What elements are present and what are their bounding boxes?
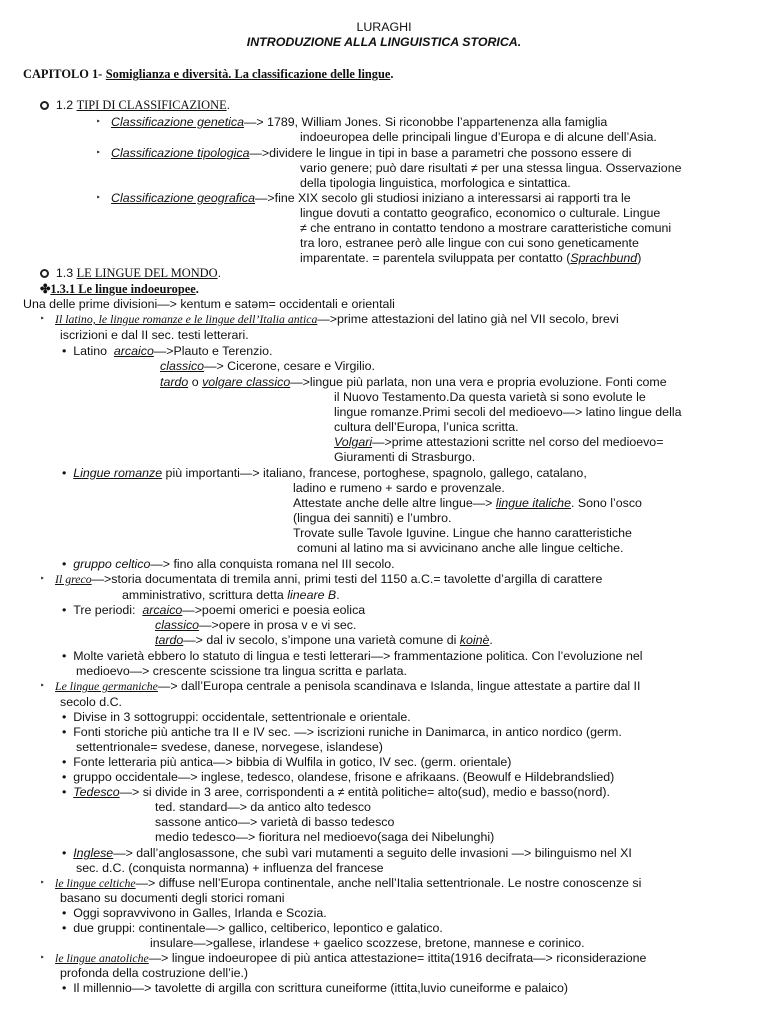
latino-entry (40, 312, 619, 328)
dot-bullet-icon: • (62, 785, 67, 799)
tipologica-term: Classificazione tipologica (111, 146, 250, 160)
italiche-term: lingue italiche (495, 496, 571, 510)
dot-bullet-icon: • (62, 725, 67, 739)
germaniche-line: settentrionale= svedese, danese, norvegese, islandese) (76, 740, 383, 754)
genetica-entry (96, 115, 607, 131)
romanze-line: (lingua dei sanniti) e l’umbro. (293, 511, 452, 525)
celtiche-bullet (62, 906, 327, 921)
header-author: LURAGHI (356, 20, 412, 34)
latino-text: —>Plauto e Terenzio. (153, 344, 273, 358)
chapter-heading (23, 67, 393, 82)
germaniche-bullet (62, 725, 622, 740)
arrowhead-bullet-icon: ‣ (96, 148, 101, 157)
dot-bullet-icon: • (62, 770, 67, 784)
germaniche-text: Divise in 3 sottogruppi: occidentale, settentrionale e orientale. (73, 710, 411, 724)
volgare-term: volgare classico (202, 375, 291, 389)
greco-varieta-bullet (62, 649, 642, 664)
tardo-text: —> dal iv secolo, s’impone una varietà comune di (183, 633, 457, 647)
germaniche-line: —> dall’Europa centrale a penisola scandinava e Islanda, lingue attestate a partire dal II (157, 679, 641, 693)
inglese-term: Inglese (73, 846, 114, 860)
dot-bullet-icon: • (62, 921, 67, 935)
germaniche-bullet (62, 770, 614, 785)
celtiche-line: basano su documenti degli storici romani (60, 891, 285, 905)
section-number: 1.2 (55, 98, 74, 112)
arcaico-term: arcaico (142, 603, 183, 617)
tardo-line (160, 375, 667, 390)
lineare-b-term: lineare B (287, 588, 337, 602)
tardo-line: cultura dell’Europa, l’unica scritta. (334, 420, 519, 434)
romanze-line: comuni al latino ma si avvicinano anche alle lingue celtiche. (297, 541, 624, 555)
arrowhead-bullet-icon: ‣ (96, 117, 101, 126)
dot-bullet-icon: • (62, 466, 67, 480)
chapter-label: CAPITOLO 1- (23, 67, 103, 81)
dot-bullet-icon: • (62, 755, 67, 769)
celtiche-text: due gruppi: continentale—> gallico, celtiberico, lepontico e galatico. (73, 921, 443, 935)
tardo-term: tardo (160, 375, 189, 389)
anatoliche-term: le lingue anatoliche (55, 951, 149, 965)
sprachbund-term: Sprachbund (570, 251, 638, 265)
arrowhead-bullet-icon: ‣ (40, 314, 45, 323)
dot-bullet-icon: • (62, 557, 67, 571)
greco-classico-line (155, 618, 356, 633)
greco-varieta-line: medioevo—> crescente scissione tra lingua scritta e parlata. (76, 664, 407, 678)
latino-label: Latino (73, 344, 107, 358)
tardo-term: tardo (155, 633, 184, 647)
greco-tardo-line (155, 633, 493, 648)
classico-term: classico (155, 618, 200, 632)
volgari-line: Giuramenti di Strasburgo. (334, 450, 476, 464)
chapter-end: . (390, 67, 394, 81)
tipologica-entry (96, 146, 631, 162)
tardo-text: —>lingue più parlata, non una vera e propria evoluzione. Fonti come (290, 375, 667, 389)
latino-term: Il latino, le lingue romanze e le lingue dell’Italia antica (55, 312, 318, 326)
geografica-line: ≠ che entrano in contatto tendono a mostrare caratteristiche comuni (300, 221, 672, 235)
arcaico-text: —>poemi omerici e poesia eolica (182, 603, 366, 617)
greco-text: . (336, 588, 340, 602)
classico-line (160, 359, 375, 374)
inglese-line: sec. d.C. (conquista normanna) + influenza del francese (76, 861, 384, 875)
dot-bullet-icon: • (62, 344, 67, 358)
romanze-text: Attestate anche delle altre lingue—> (293, 496, 493, 510)
tardo-or: o (191, 375, 199, 389)
subsection-1-3-1-heading (40, 282, 199, 297)
tedesco-bullet (62, 785, 610, 800)
tedesco-term: Tedesco (73, 785, 120, 799)
intro-line: Una delle prime divisioni—> kentum e satəm= occidentali e orientali (23, 297, 395, 311)
dot-bullet-icon: • (62, 603, 67, 617)
anatoliche-text: Il millennio—> tavolette di argilla con scrittura cuneiforme (ittita,luvio cuneiforme e palaico) (73, 981, 569, 995)
section-1-2-heading (40, 98, 230, 113)
latino-line: —>prime attestazioni del latino già nel VII secolo, brevi (317, 312, 619, 326)
greco-term: Il greco (55, 572, 92, 586)
anatoliche-entry (40, 951, 646, 967)
greco-text: amministrativo, scrittura detta (122, 588, 284, 602)
tedesco-line: ted. standard—> da antico alto tedesco (155, 800, 371, 814)
latino-bullet (62, 344, 272, 359)
classico-term: classico (160, 359, 205, 373)
germaniche-bullet (62, 710, 411, 725)
inglese-text: —> dall’anglosassone, che subì vari mutamenti a seguito delle invasioni —> bilinguismo nel XI (113, 846, 632, 860)
celtico-bullet (62, 557, 395, 572)
anatoliche-line: profonda della costruzione dell’ie.) (60, 966, 249, 980)
dot-bullet-icon: • (62, 906, 67, 920)
tipologica-line: della tipologia linguistica, morfologica e sintattica. (300, 176, 571, 190)
geografica-line: lingue dovuti a contatto geografico, economico o culturale. Lingue (300, 206, 661, 220)
latino-line: iscrizioni e dal II sec. testi letterari. (60, 328, 249, 342)
geografica-text: imparentate. = parentela sviluppata per contatto ( (300, 251, 571, 265)
germaniche-line: secolo d.C. (60, 695, 122, 709)
celtiche-line: insulare—>gallese, irlandese + gaelico scozzese, bretone, mannese e corinico. (150, 936, 585, 950)
tipologica-line: vario genere; può dare risultati ≠ per una stessa lingua. Osservazione (300, 161, 682, 175)
germaniche-text: gruppo occidentale—> inglese, tedesco, olandese, frisone e afrikaans. (Beowulf e Hildebrandslied) (73, 770, 615, 784)
inglese-bullet (62, 846, 632, 861)
romanze-line: Trovate sulle Tavole Iguvine. Lingue che hanno caratteristiche (293, 526, 632, 540)
section-title: LE LINGUE DEL MONDO (76, 266, 218, 280)
section-end: . (217, 266, 222, 280)
celtiche-bullet (62, 921, 443, 936)
romanze-term: Lingue romanze (73, 466, 163, 480)
celtiche-text: Oggi sopravvivono in Galles, Irlanda e Scozia. (73, 906, 327, 920)
arrowhead-bullet-icon: ‣ (40, 574, 45, 583)
dot-bullet-icon: • (62, 710, 67, 724)
tedesco-line: sassone antico—> varietà di basso tedesco (155, 815, 395, 829)
geografica-line: —>fine XIX secolo gli studiosi iniziano a interessarsi ai rapporti tra le (255, 191, 631, 205)
germaniche-bullet (62, 755, 511, 770)
tardo-line: lingue romanze.Primi secoli del medioevo—> latino lingue della (334, 405, 682, 419)
celtico-text: —> fino alla conquista romana nel III secolo. (150, 557, 395, 571)
romanze-text: . Sono l’osco (570, 496, 642, 510)
greco-periodi-bullet (62, 603, 365, 618)
celtiche-term: le lingue celtiche (55, 876, 136, 890)
geografica-term: Classificazione geografica (111, 191, 255, 205)
romanze-bullet (62, 466, 587, 481)
germaniche-term: Le lingue germaniche (55, 679, 158, 693)
anatoliche-line: —> lingue indoeuropee di più antica attestazione= ittita(1916 decifrata—> riconsiderazione (148, 951, 647, 965)
header-title: INTRODUZIONE ALLA LINGUISTICA STORICA. (246, 35, 522, 49)
chapter-title: Somiglianza e diversità. La classificazione delle lingue (105, 67, 391, 81)
germaniche-text: Fonti storiche più antiche tra II e IV sec. —> iscrizioni runiche in Danimarca, in antico nordico (germ. (73, 725, 622, 739)
dot-bullet-icon: • (62, 649, 67, 663)
anatoliche-bullet (62, 981, 568, 996)
classico-text: —>opere in prosa v e vi sec. (199, 618, 357, 632)
arrowhead-bullet-icon: ‣ (40, 953, 45, 962)
ring-bullet-icon (40, 269, 49, 278)
section-end: . (226, 98, 231, 112)
genetica-line: indoeuropea delle principali lingue d’Europa e di alcune dell’Asia. (300, 130, 657, 144)
geografica-entry (96, 191, 631, 207)
periodi-label: Tre periodi: (73, 603, 136, 617)
arcaico-term: arcaico (113, 344, 154, 358)
genetica-term: Classificazione genetica (111, 115, 244, 129)
arrowhead-bullet-icon: ‣ (40, 681, 45, 690)
volgari-text: —>prime attestazioni scritte nel corso del medioevo= (372, 435, 664, 449)
tipologica-line: —>dividere le lingue in tipi in base a parametri che possono essere di (249, 146, 632, 160)
greco-line: —>storia documentata di tremila anni, primi testi del 1150 a.C.= tavolette d’argilla di carattere (91, 572, 603, 586)
greco-entry (40, 572, 602, 588)
romanze-line: ladino e rumeno + sardo e provenzale. (293, 481, 505, 495)
tedesco-line: medio tedesco—> fioritura nel medioevo(saga dei Nibelunghi) (155, 830, 495, 844)
celtiche-entry (40, 876, 641, 892)
germaniche-text: Fonte letteraria più antica—> bibbia di Wulfila in gotico, IV sec. (germ. orientale) (73, 755, 512, 769)
romanze-text: più importanti—> italiano, francese, portoghese, spagnolo, gallego, catalano, (165, 466, 587, 480)
section-number: 1.3 (55, 266, 74, 280)
arrowhead-bullet-icon: ‣ (96, 193, 101, 202)
celtiche-line: —> diffuse nell’Europa continentale, anche nell’Italia settentrionale. Le nostre conoscenze si (135, 876, 642, 890)
volgari-line (334, 435, 663, 450)
tedesco-text: —> si divide in 3 aree, corrispondenti a ≠ entità politiche= alto(sud), medio e basso(nord). (119, 785, 610, 799)
dot-bullet-icon: • (62, 981, 67, 995)
arrowhead-bullet-icon: ‣ (40, 878, 45, 887)
ring-bullet-icon (40, 101, 49, 110)
tardo-end: . (489, 633, 493, 647)
subsection-title: 1.3.1 Le lingue indoeuropee (50, 282, 196, 296)
genetica-line: —> 1789, William Jones. Si riconobbe l’appartenenza alla famiglia (243, 115, 608, 129)
dot-bullet-icon: • (62, 846, 67, 860)
geografica-line: tra loro, estranee però alle lingue con cui sono geneticamente (300, 236, 639, 250)
section-1-3-heading (40, 266, 221, 281)
cross-bullet-icon: ✤ (40, 282, 51, 296)
volgari-term: Volgari (334, 435, 373, 449)
geografica-line (300, 251, 641, 266)
koine-term: koinè (459, 633, 490, 647)
romanze-line (293, 496, 642, 511)
subsection-end: . (195, 282, 199, 296)
greco-varieta-text: Molte varietà ebbero lo statuto di lingua e testi letterari—> frammentazione politica. Con l’evoluzione nel (73, 649, 643, 663)
tardo-line: il Nuovo Testamento.Da questa varietà si sono evolute le (334, 390, 646, 404)
classico-text: —> Cicerone, cesare e Virgilio. (204, 359, 375, 373)
celtico-term: gruppo celtico (73, 557, 151, 571)
geografica-text: ) (637, 251, 642, 265)
greco-line (122, 588, 340, 603)
section-title: TIPI DI CLASSIFICAZIONE (76, 98, 227, 112)
germaniche-entry (40, 679, 640, 695)
